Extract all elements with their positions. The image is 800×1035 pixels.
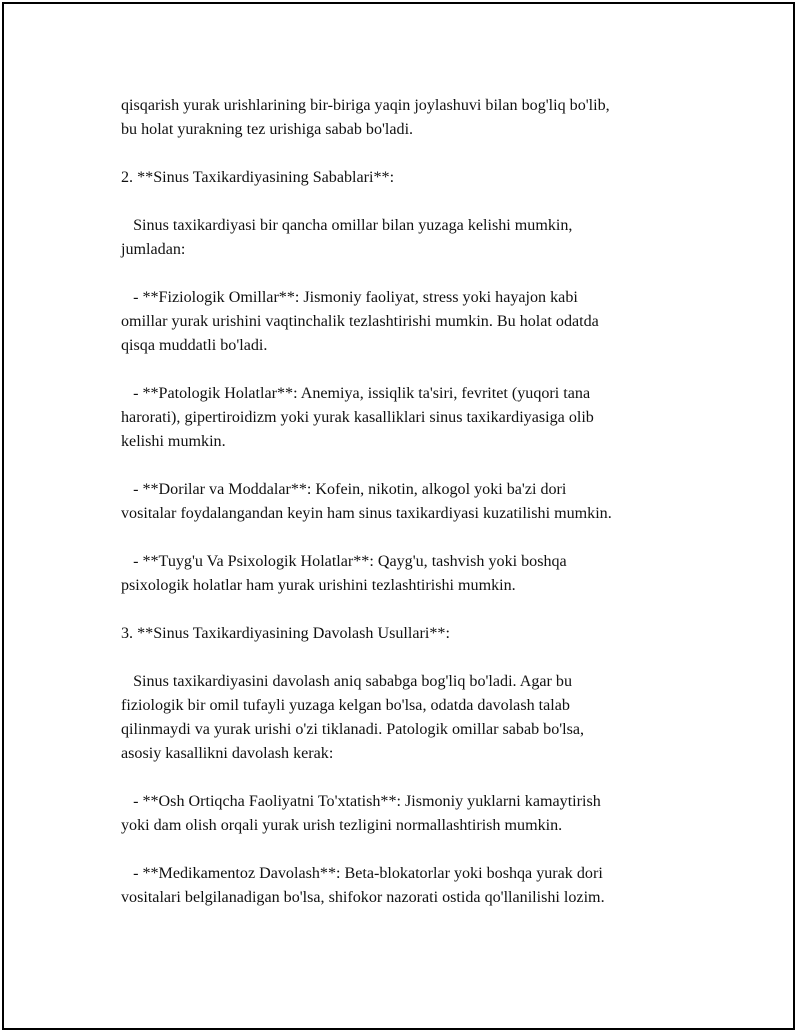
page-frame [2, 2, 795, 1030]
list-item-emotional-psychological: - **Tuyg'u Va Psixologik Holatlar**: Qayg'u, tashvish yoki boshqa psixologik holatlar ham yurak urishini tezlashtirishi mumkin. [121, 553, 567, 594]
paragraph-causes-intro: Sinus taxikardiyasi bir qancha omillar bilan yuzaga kelishi mumkin, jumladan: [121, 217, 573, 258]
list-item-medication: - **Medikamentoz Davolash**: Beta-blokatorlar yoki boshqa yurak dori vositalari belgilanadigan bo'lsa, shifokor nazorati ostida qo'llanilishi lozim. [121, 865, 605, 906]
list-item-stop-activity: - **Osh Ortiqcha Faoliyatni To'xtatish**: Jismoniy yuklarni kamaytirish yoki dam olish orqali yurak urish tezligini normallashtirish mumkin. [121, 793, 601, 834]
list-item-drugs-substances: - **Dorilar va Moddalar**: Kofein, nikotin, alkogol yoki ba'zi dori vositalar foydalangandan keyin ham sinus taxikardiyasi kuzatilishi mumkin. [121, 481, 612, 522]
list-item-physiological-factors: - **Fiziologik Omillar**: Jismoniy faoliyat, stress yoki hayajon kabi omillar yurak urishini vaqtinchalik tezlashtirishi mumkin. Bu holat odatda qisqa muddatli bo'ladi. [121, 289, 599, 354]
paragraph-intro-continuation: qisqarish yurak urishlarining bir-biriga yaqin joylashuvi bilan bog'liq bo'lib, bu holat yurakning tez urishiga sabab bo'ladi. [121, 97, 610, 138]
list-item-pathological-conditions: - **Patologik Holatlar**: Anemiya, issiqlik ta'siri, fevritet (yuqori tana harorati), gipertiroidizm yoki yurak kasalliklari sinus taxikardiyasiga olib kelishi mumkin. [121, 385, 594, 450]
document-body [121, 94, 701, 910]
section-heading-treatment: 3. **Sinus Taxikardiyasining Davolash Usullari**: [121, 625, 450, 642]
section-heading-causes: 2. **Sinus Taxikardiyasining Sabablari**: [121, 169, 395, 186]
paragraph-treatment-intro: Sinus taxikardiyasini davolash aniq sababga bog'liq bo'ladi. Agar bu fiziologik bir omil tufayli yuzaga kelgan bo'lsa, odatda davolash talab qilinmaydi va yurak urishi o'zi tiklanadi. Patologik omillar sabab bo'lsa, asosiy kasallikni davolash kerak: [121, 673, 585, 762]
